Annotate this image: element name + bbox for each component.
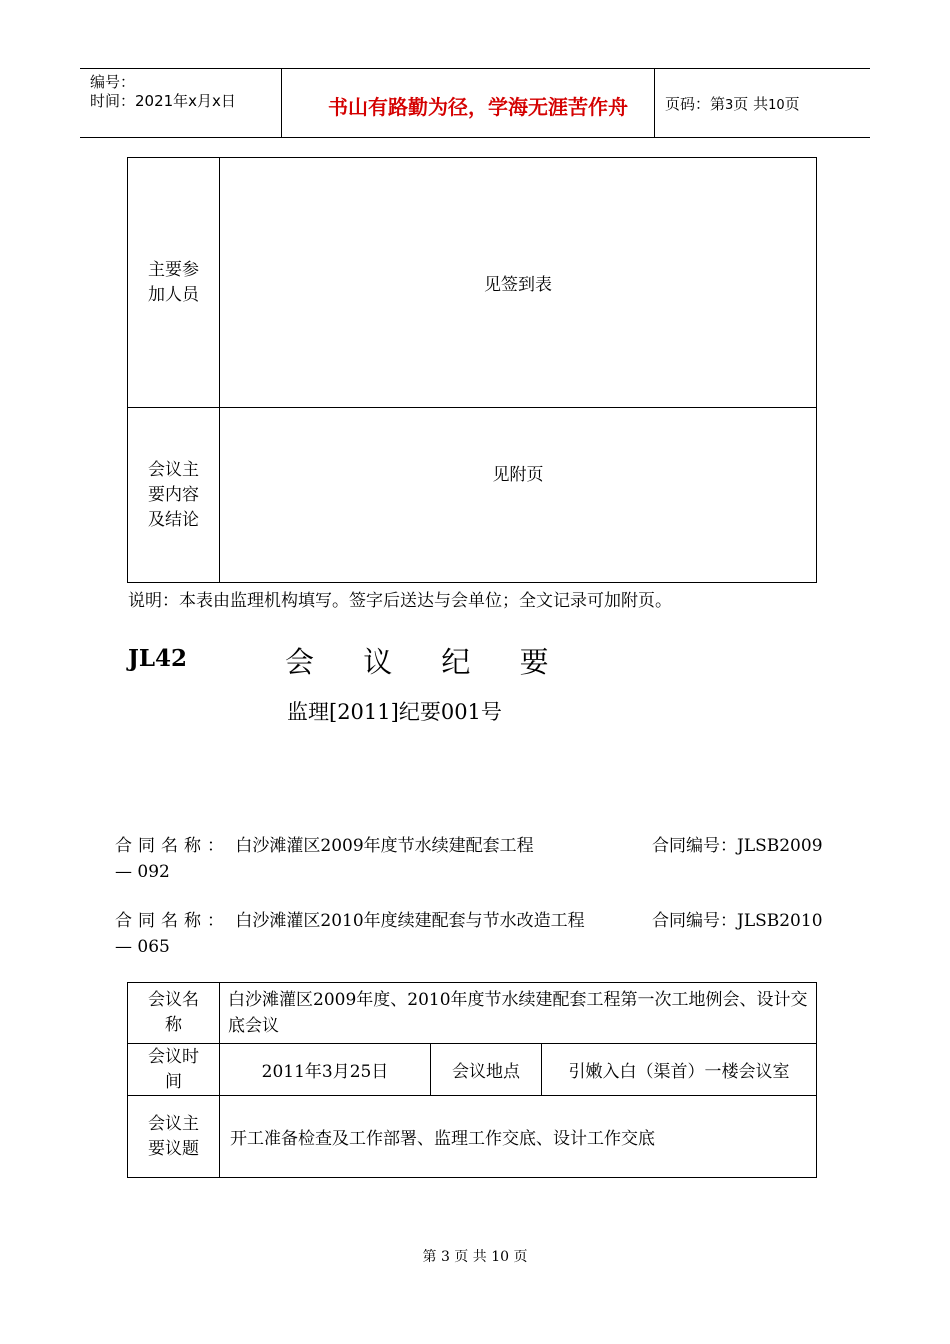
header-meta [90,73,236,111]
meeting-time-label-cell [128,1044,220,1096]
meeting-place-value: 引嫩入白（渠首）一楼会议室 [542,1044,817,1096]
page-suffix: 页 [784,95,800,113]
meeting-name-label-cell [128,983,220,1044]
meeting-time-value: 2011年3月25日 [220,1044,431,1096]
contract-number-cont: — 065 [115,937,170,957]
content-label: 会议主要内容及结论 [148,459,199,530]
meeting-time-label: 会议时间 [148,1046,199,1092]
meeting-name-label: 会议名称 [148,990,199,1035]
attendees-label: 主要参加人员 [148,259,199,305]
header-motto: 书山有路勤为径，学海无涯苦作舟 [328,95,628,119]
contract-key: 合同名称： [115,911,230,931]
form-code: JL42 [128,645,188,672]
header-divider [654,69,655,137]
content-value: 见附页 [220,408,817,583]
page-footer: 第 3 页 共 10 页 [422,1249,528,1265]
contract-line [115,908,825,960]
contract-name: 白沙滩灌区2009年度节水续建配套工程 [235,836,534,856]
page-header [80,68,870,138]
attendees-table [127,157,817,583]
table-note: 说明：本表由监理机构填写。签字后送达与会单位；全文记录可加附页。 [128,591,672,611]
page-current: 3 [725,98,734,113]
meeting-topic-value: 开工准备检查及工作部署、监理工作交底、设计工作交底 [220,1096,817,1178]
page-mid: 页 共 [733,95,769,113]
contract-number-cont: — 092 [115,862,170,882]
header-time-label: 时间：2021年x月x日 [90,92,236,110]
contract-line [115,833,825,885]
page-total: 10 [768,98,785,113]
meeting-name-value: 白沙滩灌区2009年度、2010年度节水续建配套工程第一次工地例会、设计交底会议 [220,983,817,1044]
header-divider [281,69,282,137]
contract-number: 合同编号：JLSB2009 [652,836,823,856]
contract-name: 白沙滩灌区2010年度续建配套与节水改造工程 [235,911,585,931]
header-page-info [665,93,800,114]
page-prefix: 页码：第 [665,95,726,113]
meeting-info-table [127,982,817,1178]
meeting-place-label: 会议地点 [431,1044,542,1096]
meeting-topic-label-cell [128,1096,220,1178]
content-label-cell [128,408,220,583]
contract-number: 合同编号：JLSB2010 [652,911,823,931]
contract-key: 合同名称： [115,836,230,856]
document-title: 会 议 纪 要 [285,645,569,679]
header-number-label: 编号： [90,73,136,91]
attendees-label-cell [128,158,220,408]
meeting-topic-label: 会议主要议题 [148,1113,199,1159]
document-number: 监理[2011]纪要001号 [287,700,502,724]
attendees-value: 见签到表 [220,158,817,408]
